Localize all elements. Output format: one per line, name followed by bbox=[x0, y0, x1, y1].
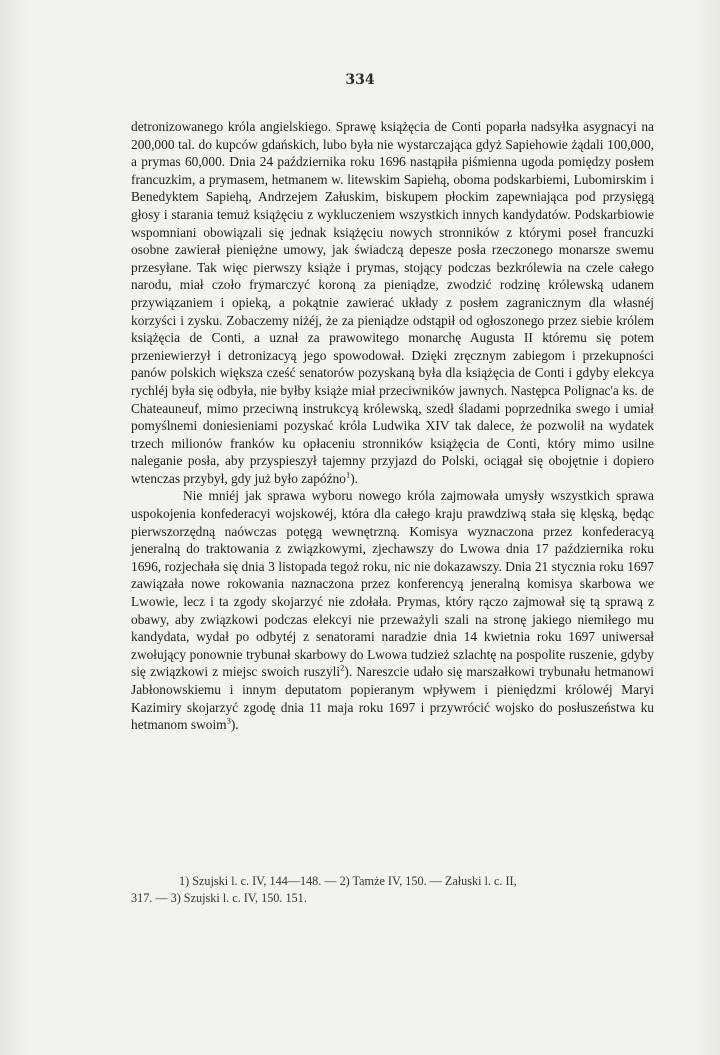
footnote-ref-2: 2 bbox=[340, 662, 345, 673]
main-text bbox=[131, 118, 654, 734]
page-number: 334 bbox=[345, 72, 375, 88]
footnote-line-1: 1) Szujski l. c. IV, 144—148. — 2) Tamże IV, 150. — Załuski l. c. II, bbox=[179, 874, 517, 888]
paragraph-2 bbox=[131, 487, 654, 733]
paragraph-1 bbox=[131, 118, 654, 487]
paragraph-2-text-a: Nie mniéj jak sprawa wyboru nowego króla zajmowała umysły wszystkich sprawa uspokojenia konfederacyi wojskowéj, która dla całego kraju prawdziwą stała się klęską, będąc pierwszorzędną naówczas potęgą wewnętrzną. Komisya wyznaczona przez konfederacyą jeneralną do traktowania z związkowymi, zjechawszy do Lwowa dnia 17 października roku 1696, rozjechała się dnia 3 listopada tegoż roku, nic nie dokazawszy. Dnia 21 stycznia roku 1697 zawiązała nowe rokowania naznaczona przez konferencyą jeneralną komisya skarbowa we Lwowie, lecz i ta zgody skojarzyć nie zdołała. Prymas, który rączo zajmował się tą sprawą z obawy, aby związkowi podczas elekcyi nie przeważyli szali na stronę jakiego niemiłego mu kandydata, wydał po odbytéj z senatorami naradzie dnia 14 kwietnia roku 1697 uniwersał zwołujący ponownie trybunał skarbowy do Lwowa tudzież szlachtę na pospolite ruszenie, gdyby się związkowi z miejsc swoich ruszyli bbox=[131, 488, 654, 680]
footnote-line-2: 317. — 3) Szujski l. c. IV, 150. 151. bbox=[131, 891, 307, 905]
paragraph-2-end: ). bbox=[230, 717, 239, 733]
footnote-ref-3: 3 bbox=[226, 715, 231, 726]
footnote-ref-1: 1 bbox=[345, 469, 351, 480]
footnotes bbox=[131, 873, 654, 907]
paragraph-1-text: detronizowanego króla angielskiego. Sprawę książęcia de Conti poparła nadsyłka asygnacyi na 200,000 tal. do kupców gdańskich, lubo była nie wystarczająca gdyż Sapiehowie żądali 100,000, a prymas 60,000. Dnia 24 października roku 1696 nastąpiła piśmienna ugoda pomiędzy posłem francuzkim, a prymasem, hetmanem w. litewskim Sapiehą, oboma podskarbiemi, Lubomirskim i Benedyktem Sapiehą, Andrzejem Załuskim, biskupem płockim zapewniająca pod przysięgą głosy i starania temuż książęciu z wykluczeniem wszystkich innych kandydatów. Podskarbiowie wspomniani obowiązali się jednak książęciu nowych stronników z którymi poseł francuzki osobne zawierał pieniężne umowy, jak świadczą depesze posła rzeczonego monarsze swemu przesyłane. Tak więc pierwszy książe i prymas, stojący podczas bezkrólewia na czele całego narodu, miał czoło frymarczyć koroną za pieniądze, zwodzić rodzinę królewską udanem przywiązaniem i opieką, a pokątnie zawierać układy z posłem zagranicznym dla własnéj korzyści i zysku. Zobaczemy niżéj, że za pieniądze odstąpił od ogłoszonego przez siebie królem książęcia de Conti, a uznał za prawowitego monarchę Augusta II któremu się potem przeniewierzył i detronizacyą jego spowodował. Dzięki zręcznym zabiegom i przekupności panów polskich większa cześć senatorów pozyskaną była dla książęcia de Conti i gdyby elekcya rychléj była się odbyła, nie byłby książe miał przeciwników jawnych. Następca Polignac'a ks. de Chateauneuf, mimo przeciwną instrukcyą królewską, szedł śladami poprzednika swego i umiał pomyślnemi doniesieniami pozyskać króla Ludwika XIV tak dalece, że pozwolił na wydatek trzech milionów franków ku opłaceniu stronników książęcia de Conti, który mimo usilne naleganie posła, aby przyspieszył tajemny przyjazd do Polski, ociągał się obojętnie i dopiero wtenczas przybył, gdy już było zapóźno bbox=[131, 119, 654, 486]
paragraph-1-end: ). bbox=[350, 470, 358, 486]
paragraph-2-text-b: ). Nareszcie udało się marszałkowi trybunału hetmanowi Jabłonowskiemu i innym deputatom popieranym wpływem i pieniędzmi królowéj Maryi Kazimiry skojarzyć zgodę dnia 11 maja roku 1697 i przywrócić wojsko do posłuszeństwa ku hetmanom swoim bbox=[131, 664, 654, 733]
